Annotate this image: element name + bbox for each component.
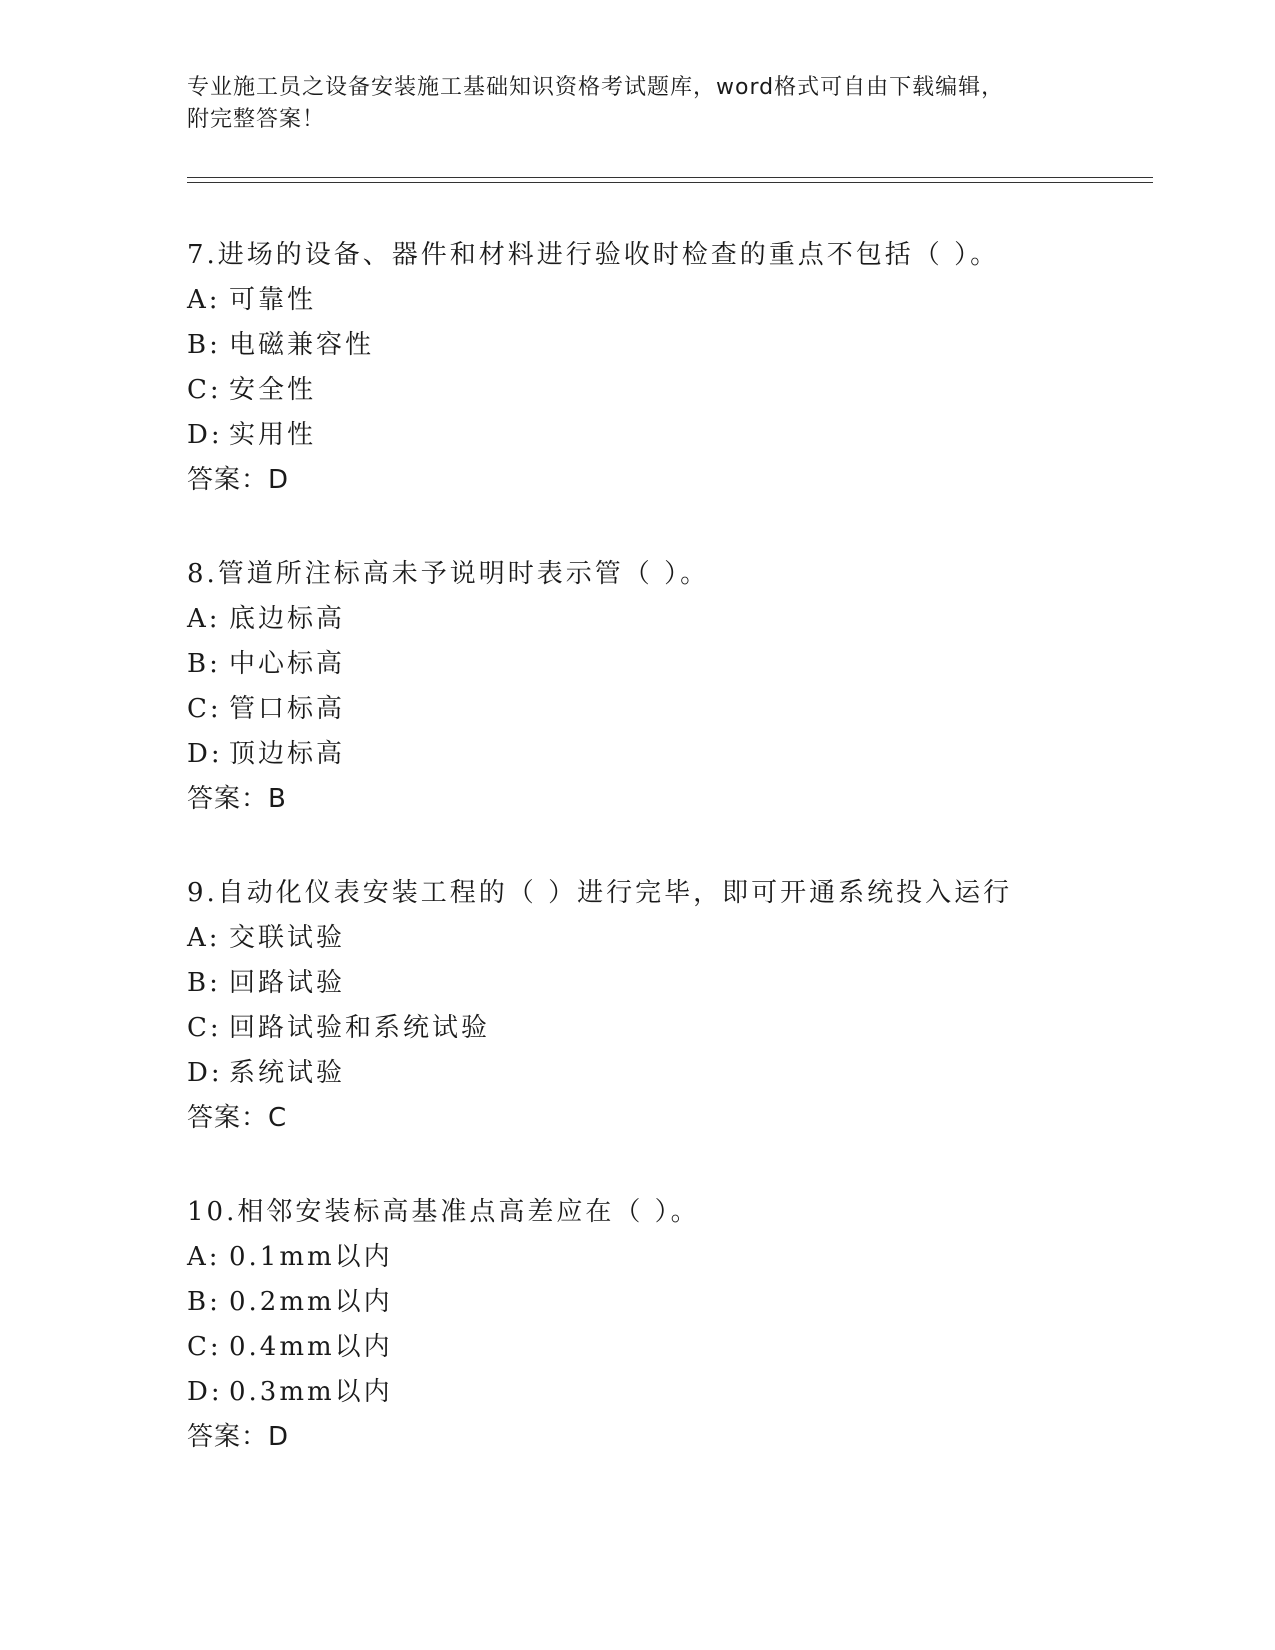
question-stem: 9.自动化仪表安装工程的（ ）进行完毕，即可开通系统投入运行: [187, 878, 1013, 908]
option-b: [187, 642, 1147, 687]
option-d: [187, 413, 1147, 458]
option-text: 可靠性: [229, 285, 317, 315]
option-key: B:: [187, 1287, 221, 1317]
option-key: C:: [187, 1013, 222, 1043]
option-d: [187, 1370, 1147, 1415]
option-text: 管口标高: [229, 694, 346, 724]
option-text: 安全性: [229, 375, 317, 405]
option-key: A:: [187, 285, 221, 315]
option-key: B:: [187, 649, 221, 679]
option-d: [187, 732, 1147, 777]
option-text: 回路试验和系统试验: [229, 1013, 491, 1043]
option-key: D:: [187, 1058, 223, 1088]
option-key: A:: [187, 1242, 221, 1272]
option-c: [187, 368, 1147, 413]
option-c: [187, 1006, 1147, 1051]
option-key: D:: [187, 1377, 223, 1407]
option-b: [187, 961, 1147, 1006]
option-a: [187, 916, 1147, 961]
option-key: B:: [187, 330, 221, 360]
question-stem: 8.管道所注标高未予说明时表示管（ ）。: [187, 559, 710, 589]
option-text: 系统试验: [229, 1058, 346, 1088]
option-text: 电磁兼容性: [229, 330, 375, 360]
answer-line: 答案：C: [187, 1103, 288, 1133]
answer-line: 答案：D: [187, 1422, 290, 1452]
option-key: C:: [187, 375, 222, 405]
option-text: 0.2mm以内: [229, 1287, 393, 1317]
header-line-2: 附完整答案！: [187, 107, 326, 132]
question-7: [187, 233, 1147, 503]
option-text: 0.3mm以内: [229, 1377, 393, 1407]
answer-line: 答案：B: [187, 784, 287, 814]
question-8: [187, 552, 1147, 822]
option-text: 0.1mm以内: [229, 1242, 393, 1272]
option-text: 回路试验: [229, 968, 346, 998]
header-divider-bottom: [187, 182, 1153, 183]
option-a: [187, 278, 1147, 323]
option-a: [187, 1235, 1147, 1280]
option-text: 交联试验: [229, 923, 346, 953]
option-key: A:: [187, 604, 221, 634]
question-9: [187, 871, 1147, 1141]
question-stem: 7.进场的设备、器件和材料进行验收时检查的重点不包括（ ）。: [187, 240, 1000, 270]
answer-line: 答案：D: [187, 465, 290, 495]
option-text: 顶边标高: [229, 739, 346, 769]
option-b: [187, 323, 1147, 368]
option-a: [187, 597, 1147, 642]
option-key: B:: [187, 968, 221, 998]
option-c: [187, 687, 1147, 732]
document-header: [187, 72, 1067, 136]
option-text: 0.4mm以内: [229, 1332, 393, 1362]
option-key: D:: [187, 420, 223, 450]
question-10: [187, 1190, 1147, 1460]
header-divider-top: [187, 177, 1153, 178]
option-d: [187, 1051, 1147, 1096]
option-key: A:: [187, 923, 221, 953]
question-stem: 10.相邻安装标高基准点高差应在（ ）。: [187, 1197, 700, 1227]
option-b: [187, 1280, 1147, 1325]
option-c: [187, 1325, 1147, 1370]
option-text: 中心标高: [229, 649, 346, 679]
option-text: 实用性: [229, 420, 317, 450]
option-key: C:: [187, 694, 222, 724]
option-text: 底边标高: [229, 604, 346, 634]
option-key: C:: [187, 1332, 222, 1362]
header-line-1: 专业施工员之设备安装施工基础知识资格考试题库，word格式可自由下载编辑，: [187, 75, 1005, 100]
option-key: D:: [187, 739, 223, 769]
